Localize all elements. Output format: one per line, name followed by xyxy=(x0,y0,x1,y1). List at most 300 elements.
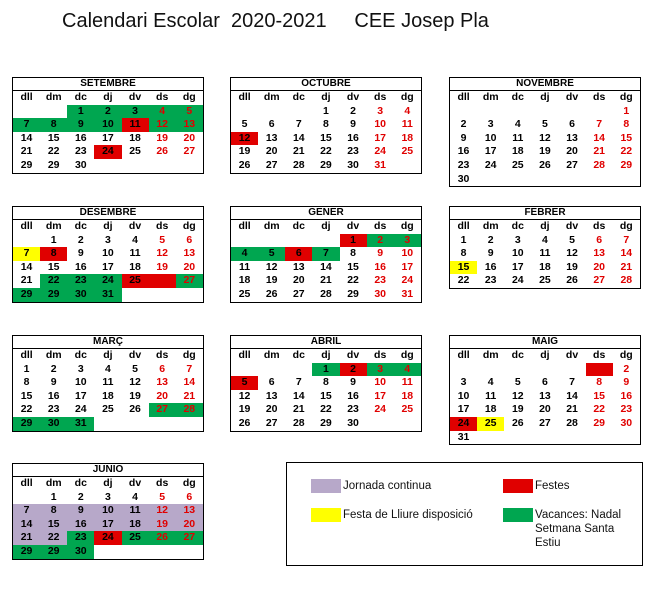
day-cell: 13 xyxy=(566,131,578,144)
day-cell: 4 xyxy=(487,376,494,389)
day-cell: 21 xyxy=(13,531,40,545)
day-cell: 14 xyxy=(566,389,578,402)
day-cell: 2 xyxy=(460,118,467,131)
day-cell: 21 xyxy=(320,274,332,287)
month-maig xyxy=(449,335,641,445)
weekday-header: dv xyxy=(346,349,360,361)
day-cell: 1 xyxy=(67,105,94,119)
day-cell: 6 xyxy=(268,376,275,389)
day-cell: 11 xyxy=(401,376,413,389)
day-cell: 11 xyxy=(539,247,551,260)
day-cell: 11 xyxy=(122,118,149,132)
weekday-header: ds xyxy=(156,477,169,489)
festes-swatch xyxy=(503,479,533,493)
day-cell: 30 xyxy=(347,158,359,171)
day-cell: 25 xyxy=(539,274,551,287)
weekday-header: dm xyxy=(482,220,499,232)
day-cell: 5 xyxy=(258,247,285,261)
day-cell: 16 xyxy=(74,260,87,273)
day-cell: 27 xyxy=(539,416,551,429)
day-cell: 24 xyxy=(511,274,524,287)
day-cell: 19 xyxy=(566,260,578,273)
day-cell: 9 xyxy=(460,131,467,144)
day-cell: 28 xyxy=(320,287,332,300)
day-cell: 3 xyxy=(460,376,467,389)
day-cell: 18 xyxy=(401,389,414,402)
day-cell: 22 xyxy=(347,274,359,287)
day-cell: 23 xyxy=(47,403,60,416)
day-cell: 17 xyxy=(511,260,524,273)
day-cell: 29 xyxy=(13,288,40,302)
day-cell xyxy=(231,105,258,119)
day-cell xyxy=(258,105,285,119)
day-cell: 16 xyxy=(347,131,359,144)
weekday-header: dm xyxy=(45,220,62,232)
day-cell: 26 xyxy=(149,274,176,288)
day-cell: 1 xyxy=(323,104,329,117)
day-cell: 14 xyxy=(292,131,305,144)
weekday-header: dj xyxy=(103,349,113,361)
day-cell xyxy=(94,545,121,559)
month-name: FEBRER xyxy=(450,207,640,220)
day-cell: 20 xyxy=(566,145,578,158)
day-cell: 4 xyxy=(542,233,548,246)
day-cell: 18 xyxy=(484,403,497,416)
day-cell: 17 xyxy=(484,145,497,158)
month-grid xyxy=(231,349,421,431)
day-cell: 20 xyxy=(292,274,305,287)
day-cell: 7 xyxy=(13,247,40,261)
day-cell: 27 xyxy=(265,416,278,429)
weekday-header: dc xyxy=(292,349,305,361)
day-cell: 22 xyxy=(47,145,60,158)
day-cell: 14 xyxy=(320,260,332,273)
day-cell: 8 xyxy=(460,247,467,260)
month-gener xyxy=(230,206,422,303)
day-cell xyxy=(122,545,149,559)
weekday-header: dj xyxy=(540,349,550,361)
day-cell: 8 xyxy=(23,376,30,389)
day-cell: 13 xyxy=(176,118,203,132)
day-cell: 23 xyxy=(374,274,387,287)
weekday-header: dm xyxy=(263,91,280,103)
day-cell: 30 xyxy=(67,288,94,302)
day-cell: 23 xyxy=(347,403,359,416)
weekday-header: dll xyxy=(238,91,251,103)
day-cell: 31 xyxy=(374,158,387,171)
day-cell xyxy=(258,363,285,377)
day-cell: 25 xyxy=(122,531,149,545)
day-cell: 21 xyxy=(620,260,633,273)
day-cell xyxy=(559,431,586,445)
day-cell: 9 xyxy=(623,376,630,389)
day-cell: 4 xyxy=(231,247,258,261)
day-cell: 4 xyxy=(404,104,411,117)
weekday-header: dg xyxy=(619,220,633,232)
day-cell: 19 xyxy=(238,145,251,158)
day-cell xyxy=(13,105,40,119)
day-cell: 10 xyxy=(94,504,121,518)
day-cell: 3 xyxy=(377,104,384,117)
day-cell: 23 xyxy=(67,274,94,288)
day-cell: 13 xyxy=(292,260,305,273)
weekday-header: dll xyxy=(238,220,251,232)
day-cell: 23 xyxy=(74,145,87,158)
day-cell: 6 xyxy=(186,233,193,246)
day-cell: 18 xyxy=(238,274,251,287)
day-cell: 15 xyxy=(593,389,606,402)
day-cell xyxy=(450,105,477,119)
weekday-header: dll xyxy=(20,477,33,489)
day-cell: 28 xyxy=(620,274,633,287)
day-cell xyxy=(613,431,640,445)
day-cell: 30 xyxy=(74,158,87,171)
day-cell: 9 xyxy=(67,504,94,518)
day-cell xyxy=(394,159,421,173)
day-cell: 9 xyxy=(377,247,384,260)
weekday-header: dv xyxy=(128,220,142,232)
day-cell: 29 xyxy=(47,158,60,171)
legend-lliure xyxy=(311,508,473,522)
day-cell: 4 xyxy=(149,105,176,119)
day-cell: 11 xyxy=(512,131,524,144)
month-name: GENER xyxy=(231,207,421,220)
day-cell: 2 xyxy=(623,362,630,375)
day-cell: 22 xyxy=(320,145,332,158)
day-cell: 17 xyxy=(374,131,387,144)
day-cell xyxy=(149,545,176,559)
day-cell: 22 xyxy=(620,145,633,158)
day-cell: 22 xyxy=(320,403,332,416)
weekday-header: dll xyxy=(20,349,33,361)
day-cell: 1 xyxy=(50,233,57,246)
month-name: MARÇ xyxy=(13,336,203,349)
day-cell xyxy=(531,105,558,119)
month-grid xyxy=(13,91,203,173)
weekday-header: dj xyxy=(103,91,113,103)
day-cell: 18 xyxy=(122,518,149,532)
day-cell: 2 xyxy=(50,362,57,375)
day-cell: 24 xyxy=(374,145,387,158)
day-cell: 7 xyxy=(295,118,302,131)
day-cell: 10 xyxy=(511,247,524,260)
day-cell: 17 xyxy=(457,403,470,416)
month-grid xyxy=(450,220,640,288)
day-cell: 24 xyxy=(94,274,121,288)
jornada-swatch xyxy=(311,479,341,493)
month-grid xyxy=(13,349,203,431)
day-cell xyxy=(531,431,558,445)
day-cell: 5 xyxy=(241,118,248,131)
day-cell: 29 xyxy=(593,416,606,429)
day-cell: 4 xyxy=(132,233,138,246)
weekday-header: dll xyxy=(457,220,470,232)
day-cell: 20 xyxy=(176,518,203,532)
legend-vacances-text xyxy=(535,508,621,550)
day-cell xyxy=(531,363,558,377)
day-cell: 13 xyxy=(265,389,278,402)
weekday-header: dc xyxy=(511,349,524,361)
day-cell: 12 xyxy=(156,247,169,260)
day-cell: 25 xyxy=(401,403,414,416)
day-cell xyxy=(504,363,531,377)
day-cell: 9 xyxy=(50,376,57,389)
day-cell: 30 xyxy=(457,172,470,185)
day-cell: 24 xyxy=(484,158,497,171)
day-cell: 27 xyxy=(183,145,196,158)
day-cell: 13 xyxy=(593,247,606,260)
day-cell: 9 xyxy=(487,247,494,260)
day-cell: 15 xyxy=(620,131,633,144)
day-cell: 17 xyxy=(94,518,121,532)
day-cell: 17 xyxy=(102,131,114,144)
day-cell: 17 xyxy=(374,389,387,402)
day-cell: 13 xyxy=(265,131,278,144)
day-cell: 1 xyxy=(460,233,467,246)
day-cell xyxy=(231,363,258,377)
day-cell: 5 xyxy=(542,118,548,131)
day-cell: 8 xyxy=(350,247,356,260)
day-cell: 4 xyxy=(132,490,138,503)
day-cell: 29 xyxy=(40,288,67,302)
weekday-header: dj xyxy=(321,220,331,232)
month-name: NOVEMBRE xyxy=(450,78,640,91)
weekday-header: dg xyxy=(400,91,414,103)
day-cell xyxy=(477,431,504,445)
month-marc xyxy=(12,335,204,432)
legend-vacances xyxy=(503,508,621,550)
day-cell: 14 xyxy=(20,131,33,144)
day-cell: 11 xyxy=(129,247,141,260)
weekday-header: dm xyxy=(45,91,62,103)
weekday-header: ds xyxy=(156,349,169,361)
weekday-header: dg xyxy=(619,349,633,361)
day-cell: 9 xyxy=(350,118,356,131)
day-cell: 8 xyxy=(596,376,603,389)
weekday-header: dc xyxy=(74,91,87,103)
day-cell: 15 xyxy=(40,518,67,532)
day-cell: 16 xyxy=(484,260,497,273)
day-cell: 16 xyxy=(457,145,470,158)
day-cell: 28 xyxy=(292,416,305,429)
day-cell: 5 xyxy=(159,490,166,503)
day-cell: 29 xyxy=(40,545,67,559)
month-name: SETEMBRE xyxy=(13,78,203,91)
weekday-header: dv xyxy=(346,220,360,232)
day-cell: 7 xyxy=(312,247,339,261)
day-cell xyxy=(13,234,40,248)
day-cell: 17 xyxy=(102,260,114,273)
day-cell: 10 xyxy=(94,118,121,132)
day-cell: 4 xyxy=(394,363,421,377)
vacances-swatch xyxy=(503,508,533,522)
day-cell: 12 xyxy=(265,260,278,273)
weekday-header: dc xyxy=(511,91,524,103)
page-title: Calendari Escolar 2020-2021 CEE Josep Pla xyxy=(62,10,489,32)
day-cell: 29 xyxy=(320,416,332,429)
day-cell: 10 xyxy=(484,131,497,144)
month-febrer xyxy=(449,206,641,289)
day-cell: 12 xyxy=(149,118,176,132)
day-cell: 15 xyxy=(20,389,33,402)
day-cell: 1 xyxy=(340,234,367,248)
legend-vacances-line-2: Setmana Santa xyxy=(535,523,615,535)
lliure-swatch xyxy=(311,508,341,522)
day-cell xyxy=(176,545,203,559)
day-cell: 14 xyxy=(292,389,305,402)
day-cell: 5 xyxy=(514,376,521,389)
legend-box xyxy=(286,462,643,566)
day-cell xyxy=(122,417,149,431)
day-cell: 5 xyxy=(159,233,166,246)
day-cell: 7 xyxy=(623,233,630,246)
day-cell: 26 xyxy=(149,531,176,545)
day-cell: 21 xyxy=(20,145,33,158)
day-cell: 10 xyxy=(457,389,470,402)
day-cell: 18 xyxy=(129,260,141,273)
month-grid xyxy=(231,220,421,302)
day-cell: 23 xyxy=(484,274,497,287)
day-cell: 7 xyxy=(569,376,575,389)
month-setembre xyxy=(12,77,204,174)
day-cell: 14 xyxy=(20,260,33,273)
day-cell: 2 xyxy=(77,490,84,503)
day-cell xyxy=(559,363,586,377)
day-cell: 2 xyxy=(350,104,356,117)
day-cell: 29 xyxy=(620,158,633,171)
weekday-header: dj xyxy=(321,349,331,361)
day-cell: 8 xyxy=(323,118,329,131)
day-cell: 16 xyxy=(74,131,87,144)
day-cell: 28 xyxy=(292,158,305,171)
weekday-header: dm xyxy=(263,220,280,232)
day-cell: 21 xyxy=(292,403,305,416)
weekday-header: dv xyxy=(128,91,142,103)
day-cell: 14 xyxy=(13,518,40,532)
day-cell: 27 xyxy=(292,287,305,300)
month-octubre xyxy=(230,77,422,174)
weekday-header: dc xyxy=(292,91,305,103)
weekday-header: dc xyxy=(74,349,87,361)
day-cell: 8 xyxy=(323,376,329,389)
day-cell: 29 xyxy=(347,287,359,300)
day-cell: 25 xyxy=(401,145,414,158)
day-cell: 6 xyxy=(186,490,193,503)
day-cell: 19 xyxy=(149,518,176,532)
day-cell: 3 xyxy=(394,234,421,248)
legend-festes xyxy=(503,479,570,493)
day-cell xyxy=(450,363,477,377)
day-cell: 6 xyxy=(268,118,275,131)
day-cell: 15 xyxy=(47,131,60,144)
day-cell: 25 xyxy=(511,158,524,171)
day-cell: 24 xyxy=(74,403,87,416)
day-cell xyxy=(586,173,613,187)
legend-vacances-line-1: Vacances: Nadal xyxy=(535,509,622,521)
day-cell: 30 xyxy=(347,416,359,429)
weekday-header: dll xyxy=(20,220,33,232)
weekday-header: ds xyxy=(593,91,606,103)
day-cell xyxy=(94,159,121,173)
weekday-header: ds xyxy=(156,91,169,103)
day-cell: 15 xyxy=(347,260,359,273)
weekday-header: dg xyxy=(400,349,414,361)
day-cell: 24 xyxy=(94,531,121,545)
day-cell: 27 xyxy=(176,274,203,288)
day-cell: 20 xyxy=(265,403,278,416)
day-cell: 13 xyxy=(176,504,203,518)
day-cell: 12 xyxy=(149,504,176,518)
day-cell: 30 xyxy=(374,287,387,300)
day-cell: 12 xyxy=(539,131,551,144)
day-cell xyxy=(176,417,203,431)
day-cell: 3 xyxy=(122,105,149,119)
day-cell: 1 xyxy=(50,490,57,503)
day-cell: 27 xyxy=(566,158,578,171)
day-cell: 22 xyxy=(40,531,67,545)
day-cell: 1 xyxy=(586,363,613,377)
day-cell: 10 xyxy=(374,376,387,389)
weekday-header: dm xyxy=(482,349,499,361)
day-cell: 26 xyxy=(156,145,169,158)
month-novembre xyxy=(449,77,641,187)
day-cell: 26 xyxy=(511,416,524,429)
day-cell: 3 xyxy=(514,233,521,246)
day-cell: 25 xyxy=(129,145,141,158)
day-cell: 18 xyxy=(401,131,414,144)
day-cell xyxy=(559,173,586,187)
day-cell xyxy=(504,173,531,187)
day-cell: 21 xyxy=(20,274,33,287)
day-cell: 20 xyxy=(156,389,169,402)
day-cell: 21 xyxy=(183,389,196,402)
weekday-header: dv xyxy=(565,349,579,361)
weekday-header: dg xyxy=(182,477,196,489)
day-cell: 26 xyxy=(265,287,278,300)
weekday-header: dv xyxy=(346,91,360,103)
weekday-header: dj xyxy=(103,220,113,232)
day-cell: 21 xyxy=(292,145,305,158)
legend-jornada-label: Jornada continua xyxy=(343,480,432,492)
day-cell: 12 xyxy=(566,247,578,260)
day-cell xyxy=(504,431,531,445)
month-name: MAIG xyxy=(450,336,640,349)
day-cell: 1 xyxy=(23,362,30,375)
day-cell: 31 xyxy=(67,417,94,431)
day-cell xyxy=(94,417,121,431)
day-cell: 20 xyxy=(593,260,606,273)
day-cell: 27 xyxy=(176,531,203,545)
day-cell: 6 xyxy=(285,247,312,261)
day-cell xyxy=(149,288,176,302)
day-cell: 25 xyxy=(238,287,251,300)
day-cell: 25 xyxy=(122,274,149,288)
day-cell xyxy=(586,105,613,119)
day-cell: 31 xyxy=(401,287,414,300)
day-cell xyxy=(285,363,312,377)
day-cell: 20 xyxy=(265,145,278,158)
day-cell: 8 xyxy=(40,504,67,518)
day-cell: 31 xyxy=(457,430,470,443)
day-cell: 4 xyxy=(514,118,521,131)
day-cell: 11 xyxy=(122,504,149,518)
day-cell: 18 xyxy=(539,260,551,273)
day-cell: 18 xyxy=(102,389,114,402)
day-cell: 7 xyxy=(596,118,603,131)
day-cell: 26 xyxy=(566,274,578,287)
weekday-header: dj xyxy=(103,477,113,489)
day-cell: 28 xyxy=(176,403,203,417)
